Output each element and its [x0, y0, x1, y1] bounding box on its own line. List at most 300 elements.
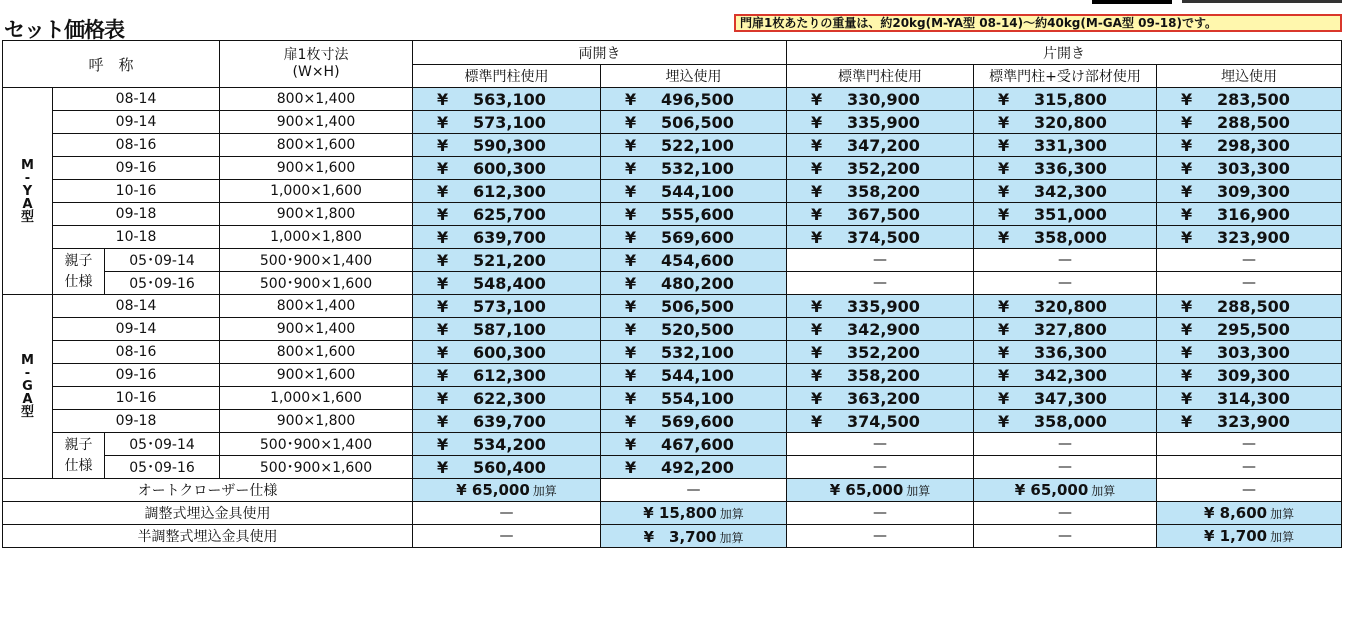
price-cell	[974, 387, 1157, 410]
yen-symbol: ¥	[625, 365, 637, 385]
option-value: —	[873, 528, 888, 544]
yen-symbol: ¥	[437, 342, 449, 362]
price-cell	[787, 387, 974, 410]
price-value: 506,500	[661, 112, 734, 132]
series-label	[3, 88, 53, 295]
option-row	[3, 479, 1342, 502]
header-size-line2: (W×H)	[292, 64, 340, 80]
table-row	[3, 157, 1342, 180]
price-cell	[413, 111, 601, 134]
model-code: 10-16	[53, 180, 220, 203]
header-name: 呼 称	[3, 41, 220, 88]
price-cell	[974, 295, 1157, 318]
price-value: 544,100	[661, 181, 734, 201]
option-add-label: 加算	[1270, 530, 1295, 544]
price-cell	[974, 364, 1157, 387]
option-price	[974, 502, 1157, 525]
option-add-label: 加算	[1091, 484, 1116, 498]
price-cell	[787, 341, 974, 364]
price-value: 320,800	[1034, 296, 1107, 316]
header-katabiraki: 片開き	[787, 41, 1342, 65]
price-cell	[601, 226, 787, 249]
oyako-label-line1: 親子	[64, 252, 93, 269]
yen-symbol: ¥	[625, 319, 637, 339]
price-value: 336,300	[1034, 158, 1107, 178]
price-cell	[974, 180, 1157, 203]
yen-symbol: ¥	[998, 135, 1010, 155]
price-value: 374,500	[847, 411, 920, 431]
yen-symbol: ¥	[625, 342, 637, 362]
price-value: 298,300	[1217, 135, 1290, 155]
option-price	[1157, 479, 1342, 502]
price-cell	[413, 295, 601, 318]
series-label-char: A	[22, 392, 33, 407]
price-cell: —	[974, 272, 1157, 295]
header-decoration-line	[1182, 0, 1342, 3]
yen-symbol: ¥	[625, 388, 637, 408]
price-cell	[974, 134, 1157, 157]
yen-symbol: ¥	[437, 434, 449, 454]
price-value: 335,900	[847, 296, 920, 316]
yen-symbol: ¥	[625, 273, 637, 293]
yen-symbol: ¥	[998, 158, 1010, 178]
price-cell	[413, 387, 601, 410]
model-code: 08-14	[53, 88, 220, 111]
price-value: 303,300	[1217, 342, 1290, 362]
price-value: 521,200	[473, 250, 546, 270]
yen-symbol: ¥	[437, 273, 449, 293]
door-size: 900×1,800	[220, 410, 413, 433]
price-cell	[413, 134, 601, 157]
yen-symbol: ¥	[811, 342, 823, 362]
price-table	[2, 40, 1342, 548]
price-value: 351,000	[1034, 204, 1107, 224]
price-cell	[974, 88, 1157, 111]
door-size: 800×1,400	[220, 295, 413, 318]
price-value: 295,500	[1217, 319, 1290, 339]
yen-symbol: ¥	[811, 204, 823, 224]
option-add-label: 加算	[906, 484, 931, 498]
price-value: 347,200	[847, 135, 920, 155]
option-value: ¥ 8,600	[1203, 504, 1268, 522]
price-value: 492,200	[661, 457, 734, 477]
price-value: 352,200	[847, 342, 920, 362]
price-cell	[601, 272, 787, 295]
price-cell	[787, 157, 974, 180]
price-cell	[413, 456, 601, 479]
price-value: 303,300	[1217, 158, 1290, 178]
price-value: 532,100	[661, 158, 734, 178]
yen-symbol: ¥	[811, 388, 823, 408]
price-value: 342,300	[1034, 181, 1107, 201]
price-cell	[413, 226, 601, 249]
yen-symbol: ¥	[1181, 112, 1193, 132]
option-price	[601, 479, 787, 502]
price-value: 288,500	[1217, 112, 1290, 132]
yen-symbol: ¥	[998, 181, 1010, 201]
series-label	[3, 295, 53, 479]
price-cell	[1157, 180, 1342, 203]
yen-symbol: ¥	[1181, 89, 1193, 109]
yen-symbol: ¥	[811, 296, 823, 316]
door-size: 900×1,400	[220, 318, 413, 341]
option-price	[601, 502, 787, 525]
option-price	[601, 525, 787, 548]
yen-symbol: ¥	[1181, 342, 1193, 362]
yen-symbol: ¥	[437, 457, 449, 477]
price-value: 342,300	[1034, 365, 1107, 385]
option-row	[3, 502, 1342, 525]
price-value: 555,600	[661, 204, 734, 224]
yen-symbol: ¥	[437, 181, 449, 201]
series-label-char: -	[24, 170, 31, 186]
option-value: —	[686, 482, 701, 498]
series-label-char: -	[24, 366, 31, 381]
price-table-body	[3, 88, 1342, 548]
page-title: セット価格表	[4, 18, 124, 42]
yen-symbol: ¥	[437, 135, 449, 155]
yen-symbol: ¥	[811, 411, 823, 431]
option-price	[974, 479, 1157, 502]
option-value: ¥ 1,700	[1203, 527, 1268, 545]
price-cell	[413, 364, 601, 387]
series-label-char: 型	[20, 209, 34, 225]
model-code: 08-14	[53, 295, 220, 318]
option-label: オートクローザー仕様	[3, 479, 413, 502]
oyako-label-line2: 仕様	[64, 457, 93, 474]
model-code: 05･09-14	[105, 249, 220, 272]
price-cell	[974, 341, 1157, 364]
series-label-char: Y	[22, 183, 33, 199]
door-size: 1,000×1,600	[220, 180, 413, 203]
model-code: 09-18	[53, 410, 220, 433]
price-cell	[413, 180, 601, 203]
price-cell	[1157, 295, 1342, 318]
yen-symbol: ¥	[625, 227, 637, 247]
weight-note: 門扉1枚あたりの重量は、約20kg(M-YA型 08-14)～約40kg(M-GA型 09-18)です。	[734, 14, 1342, 32]
series-label-char: M	[21, 157, 34, 173]
price-value: 315,800	[1034, 89, 1107, 109]
table-row	[3, 203, 1342, 226]
model-code: 09-16	[53, 157, 220, 180]
yen-symbol: ¥	[1181, 319, 1193, 339]
price-value: 347,300	[1034, 388, 1107, 408]
option-price	[1157, 525, 1342, 548]
yen-symbol: ¥	[437, 296, 449, 316]
price-cell	[1157, 111, 1342, 134]
price-cell: —	[787, 456, 974, 479]
price-value: 309,300	[1217, 181, 1290, 201]
price-value: 563,100	[473, 89, 546, 109]
model-code: 09-18	[53, 203, 220, 226]
yen-symbol: ¥	[998, 112, 1010, 132]
price-cell	[787, 88, 974, 111]
option-price	[787, 502, 974, 525]
header-decoration-bar	[1092, 0, 1172, 4]
yen-symbol: ¥	[625, 158, 637, 178]
model-code: 05･09-16	[105, 456, 220, 479]
series-label-char: A	[22, 196, 33, 212]
price-value: 358,200	[847, 181, 920, 201]
door-size: 500･900×1,600	[220, 272, 413, 295]
oyako-label-line2: 仕様	[64, 273, 93, 290]
door-size: 800×1,600	[220, 341, 413, 364]
price-cell	[413, 433, 601, 456]
door-size: 900×1,600	[220, 364, 413, 387]
price-value: 560,400	[473, 457, 546, 477]
option-add-label: 加算	[719, 530, 744, 545]
option-value: —	[499, 505, 514, 521]
model-code: 09-14	[53, 111, 220, 134]
price-value: 335,900	[847, 112, 920, 132]
yen-symbol: ¥	[811, 365, 823, 385]
yen-symbol: ¥	[998, 365, 1010, 385]
model-code: 08-16	[53, 134, 220, 157]
yen-symbol: ¥	[625, 411, 637, 431]
price-cell	[787, 203, 974, 226]
yen-symbol: ¥	[1181, 158, 1193, 178]
price-value: 590,300	[473, 135, 546, 155]
option-value: ¥ 65,000	[829, 481, 904, 499]
yen-symbol: ¥	[1181, 181, 1193, 201]
option-price	[413, 502, 601, 525]
yen-symbol: ¥	[437, 250, 449, 270]
yen-symbol: ¥	[437, 112, 449, 132]
door-size: 900×1,600	[220, 157, 413, 180]
price-cell	[787, 295, 974, 318]
price-cell: —	[974, 456, 1157, 479]
price-cell	[787, 318, 974, 341]
model-code: 09-14	[53, 318, 220, 341]
price-value: 316,900	[1217, 204, 1290, 224]
table-row	[3, 226, 1342, 249]
price-value: 612,300	[473, 365, 546, 385]
yen-symbol: ¥	[811, 112, 823, 132]
table-row	[3, 387, 1342, 410]
price-cell	[413, 203, 601, 226]
price-value: 587,100	[473, 319, 546, 339]
price-value: 314,300	[1217, 388, 1290, 408]
price-cell	[974, 111, 1157, 134]
price-cell	[601, 341, 787, 364]
yen-symbol: ¥	[998, 388, 1010, 408]
option-value: —	[1242, 482, 1257, 498]
price-value: 358,000	[1034, 227, 1107, 247]
price-value: 367,500	[847, 204, 920, 224]
yen-symbol: ¥	[625, 112, 637, 132]
price-value: 283,500	[1217, 89, 1290, 109]
price-value: 288,500	[1217, 296, 1290, 316]
price-cell: —	[1157, 433, 1342, 456]
price-value: 600,300	[473, 158, 546, 178]
door-size: 800×1,400	[220, 88, 413, 111]
price-cell	[413, 318, 601, 341]
table-row	[3, 456, 1342, 479]
yen-symbol: ¥	[625, 89, 637, 109]
price-value: 534,200	[473, 434, 546, 454]
table-row	[3, 134, 1342, 157]
price-value: 342,900	[847, 319, 920, 339]
model-code: 08-16	[53, 341, 220, 364]
price-value: 639,700	[473, 411, 546, 431]
yen-symbol: ¥	[437, 158, 449, 178]
price-cell	[974, 318, 1157, 341]
price-value: 532,100	[661, 342, 734, 362]
option-price	[974, 525, 1157, 548]
yen-symbol: ¥	[625, 296, 637, 316]
option-label: 半調整式埋込金具使用	[3, 525, 413, 548]
door-size: 1,000×1,600	[220, 387, 413, 410]
header-col-5: 埋込使用	[1157, 65, 1342, 88]
price-value: 520,500	[661, 319, 734, 339]
price-cell	[1157, 226, 1342, 249]
price-cell	[1157, 203, 1342, 226]
yen-symbol: ¥	[1181, 135, 1193, 155]
option-price	[413, 525, 601, 548]
price-value: 309,300	[1217, 365, 1290, 385]
price-cell	[787, 364, 974, 387]
option-price	[413, 479, 601, 502]
table-row	[3, 318, 1342, 341]
price-value: 573,100	[473, 296, 546, 316]
yen-symbol: ¥	[437, 365, 449, 385]
price-cell	[787, 180, 974, 203]
price-value: 374,500	[847, 227, 920, 247]
yen-symbol: ¥	[811, 158, 823, 178]
yen-symbol: ¥	[998, 227, 1010, 247]
price-cell	[1157, 157, 1342, 180]
price-value: 554,100	[661, 388, 734, 408]
price-cell	[1157, 410, 1342, 433]
option-value: ¥ 15,800	[643, 504, 717, 522]
price-cell	[413, 410, 601, 433]
yen-symbol: ¥	[1181, 227, 1193, 247]
price-cell	[787, 226, 974, 249]
oyako-label	[53, 249, 105, 295]
door-size: 500･900×1,600	[220, 456, 413, 479]
table-row	[3, 295, 1342, 318]
price-cell: —	[787, 272, 974, 295]
price-value: 480,200	[661, 273, 734, 293]
yen-symbol: ¥	[437, 204, 449, 224]
price-value: 323,900	[1217, 227, 1290, 247]
table-row	[3, 88, 1342, 111]
price-value: 363,200	[847, 388, 920, 408]
price-cell	[601, 88, 787, 111]
yen-symbol: ¥	[811, 227, 823, 247]
price-value: 323,900	[1217, 411, 1290, 431]
price-cell	[601, 410, 787, 433]
price-value: 336,300	[1034, 342, 1107, 362]
price-cell	[1157, 341, 1342, 364]
option-value: ¥ 3,700	[643, 527, 717, 546]
option-value: —	[1058, 528, 1073, 544]
price-cell	[601, 456, 787, 479]
table-row	[3, 433, 1342, 456]
price-cell	[601, 364, 787, 387]
yen-symbol: ¥	[998, 296, 1010, 316]
price-cell	[601, 157, 787, 180]
series-label-char: M	[21, 353, 34, 368]
price-cell	[974, 226, 1157, 249]
yen-symbol: ¥	[1181, 296, 1193, 316]
table-row	[3, 272, 1342, 295]
price-cell	[1157, 88, 1342, 111]
door-size: 1,000×1,800	[220, 226, 413, 249]
price-value: 331,300	[1034, 135, 1107, 155]
price-cell	[601, 249, 787, 272]
price-cell	[601, 295, 787, 318]
door-size: 900×1,400	[220, 111, 413, 134]
option-price	[787, 479, 974, 502]
model-code: 10-18	[53, 226, 220, 249]
price-value: 454,600	[661, 250, 734, 270]
price-cell	[413, 157, 601, 180]
yen-symbol: ¥	[437, 388, 449, 408]
series-label-char: G	[22, 379, 33, 394]
price-value: 612,300	[473, 181, 546, 201]
price-cell	[974, 410, 1157, 433]
table-row	[3, 364, 1342, 387]
yen-symbol: ¥	[1181, 388, 1193, 408]
oyako-label	[53, 433, 105, 479]
door-size: 500･900×1,400	[220, 249, 413, 272]
price-value: 569,600	[661, 411, 734, 431]
oyako-label-line1: 親子	[64, 436, 93, 453]
header-col-2: 埋込使用	[601, 65, 787, 88]
price-value: 320,800	[1034, 112, 1107, 132]
price-cell: —	[974, 249, 1157, 272]
price-value: 622,300	[473, 388, 546, 408]
option-price	[787, 525, 974, 548]
option-add-label: 加算	[719, 507, 744, 521]
price-value: 544,100	[661, 365, 734, 385]
table-row	[3, 249, 1342, 272]
yen-symbol: ¥	[437, 89, 449, 109]
price-cell	[974, 157, 1157, 180]
yen-symbol: ¥	[811, 89, 823, 109]
price-cell	[601, 387, 787, 410]
price-cell	[1157, 364, 1342, 387]
option-value: ¥ 65,000	[456, 481, 530, 499]
model-code: 10-16	[53, 387, 220, 410]
price-value: 625,700	[473, 204, 546, 224]
option-value: —	[1058, 505, 1073, 521]
price-cell	[601, 203, 787, 226]
yen-symbol: ¥	[625, 181, 637, 201]
price-cell	[787, 111, 974, 134]
option-value: ¥ 65,000	[1014, 481, 1089, 499]
price-cell: —	[1157, 249, 1342, 272]
table-row	[3, 180, 1342, 203]
yen-symbol: ¥	[625, 434, 637, 454]
table-row	[3, 111, 1342, 134]
price-cell	[1157, 318, 1342, 341]
yen-symbol: ¥	[998, 342, 1010, 362]
model-code: 09-16	[53, 364, 220, 387]
yen-symbol: ¥	[1181, 204, 1193, 224]
door-size: 900×1,800	[220, 203, 413, 226]
option-add-label: 加算	[1270, 507, 1295, 521]
yen-symbol: ¥	[1181, 365, 1193, 385]
price-cell	[413, 249, 601, 272]
yen-symbol: ¥	[625, 457, 637, 477]
price-cell	[1157, 134, 1342, 157]
header-ryobiraki: 両開き	[413, 41, 787, 65]
price-cell	[787, 410, 974, 433]
model-code: 05･09-14	[105, 433, 220, 456]
price-cell	[787, 134, 974, 157]
